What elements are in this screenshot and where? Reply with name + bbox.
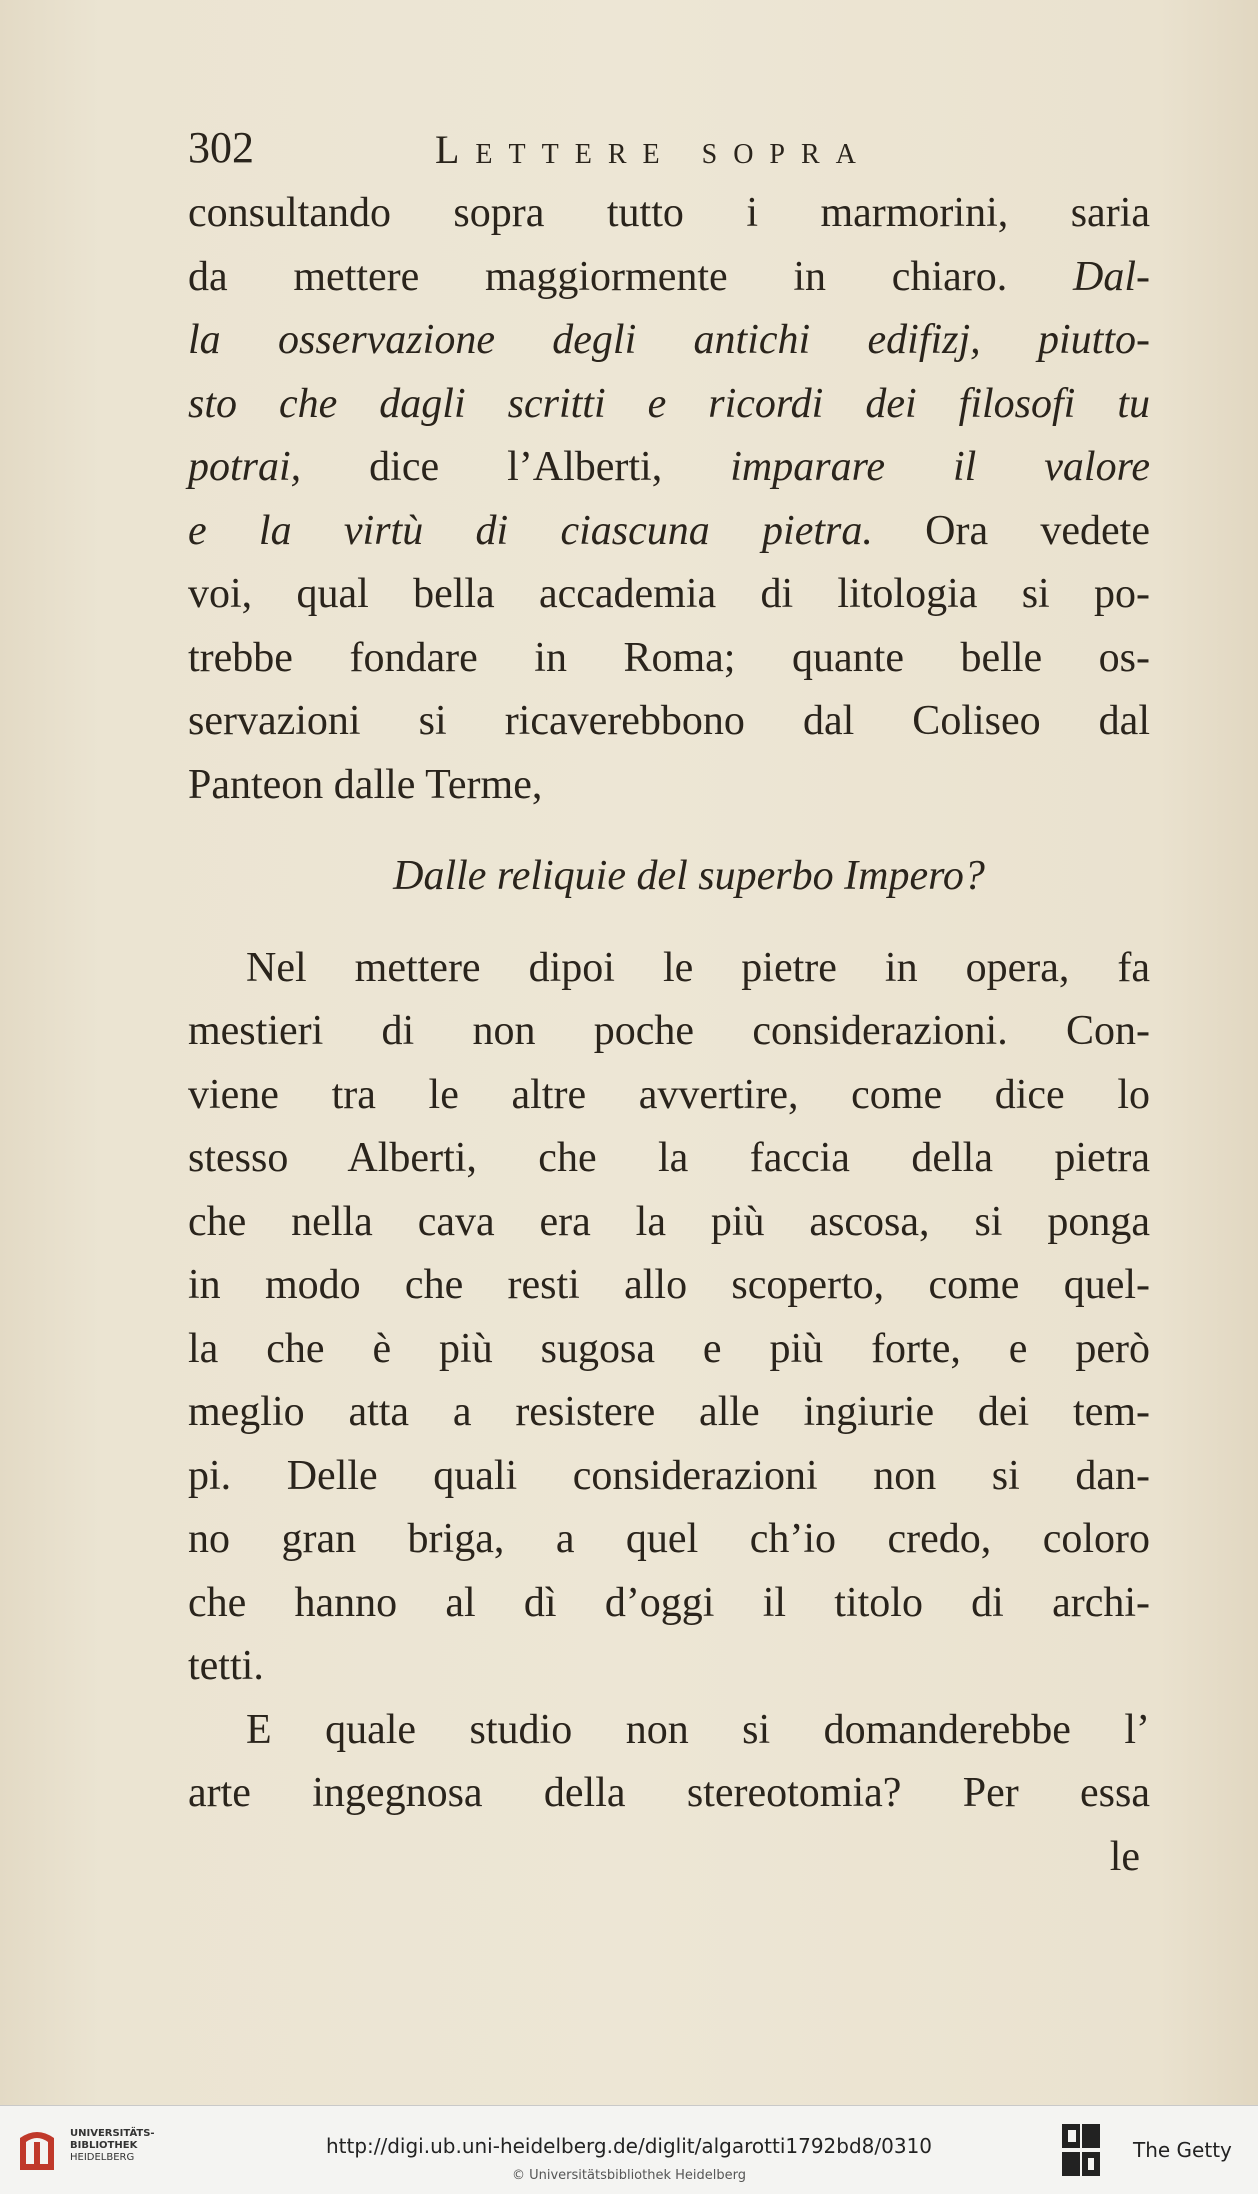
text-line: viene tra le altre avvertire, come dice lo [188, 1071, 1150, 1118]
text-run: Ora vedete [925, 507, 1150, 554]
text-line: voi, qual bella accademia di litologia si po- [188, 571, 1150, 617]
verse-quote: Dalle reliquie del superbo Impero? [393, 853, 985, 899]
page-header [188, 118, 1148, 188]
text-line [188, 246, 1150, 310]
text-line: sto che dagli scritti e ricordi dei filosofi tu [188, 380, 1150, 427]
viewer-footer [0, 2105, 1258, 2194]
text-line: mestieri di non poche considerazioni. Con- [188, 1008, 1150, 1054]
copyright-notice: © Universitätsbibliothek Heidelberg [511, 2168, 746, 2183]
text-line: Panteon dalle Terme, [188, 761, 543, 808]
text-line: consultando sopra tutto i marmorini, saria [188, 190, 1150, 236]
partner-name: The Getty [1133, 2138, 1232, 2162]
catchword: le [1109, 1833, 1140, 1880]
italic-run: e la virtù di ciascuna pietra. [188, 507, 873, 554]
text-line: trebbe fondare in Roma; quante belle os- [188, 634, 1150, 681]
text-line: in modo che resti allo scoperto, come quel- [188, 1262, 1150, 1308]
institution-name: UNIVERSITÄTS- BIBLIOTHEK HEIDELBERG [70, 2128, 155, 2163]
text-line: E quale studio non si domanderebbe l’ [246, 1706, 1150, 1753]
text-line: che hanno al dì d’oggi il titolo di archi- [188, 1579, 1150, 1626]
italic-run: imparare il valore [730, 444, 1151, 490]
text-line: pi. Delle quali considerazioni non si dan- [188, 1452, 1150, 1499]
text-line [188, 500, 1150, 564]
text-line: meglio atta a resistere alle ingiurie dei tem- [188, 1389, 1150, 1435]
text-line: Nel mettere dipoi le pietre in opera, fa [246, 944, 1150, 991]
body-text [188, 182, 1150, 1889]
page-number: 302 [188, 123, 254, 172]
text-line: arte ingegnosa della stereotomia? Per essa [188, 1770, 1150, 1816]
text-line: la che è più sugosa e più forte, e però [188, 1325, 1150, 1372]
text-line [188, 436, 1150, 500]
text-line: servazioni si ricaverebbono dal Coliseo dal [188, 698, 1150, 744]
text-line: no gran briga, a quel ch’io credo, coloro [188, 1516, 1150, 1562]
text-run: dice l’Alberti, [369, 444, 663, 490]
running-title: Lettere sopra [435, 127, 872, 172]
italic-run: Dal- [1073, 253, 1150, 300]
text-line: stesso Alberti, che la faccia della pietra [188, 1135, 1150, 1181]
text-run: da mettere maggiormente in chiaro. [188, 253, 1008, 300]
text-line: la osservazione degli antichi edifizj, piutto- [188, 317, 1150, 363]
permalink[interactable]: http://digi.ub.uni-heidelberg.de/diglit/algarotti1792bd8/0310 [325, 2134, 933, 2158]
text-line: tetti. [188, 1643, 264, 1689]
getty-logo-icon [1060, 2122, 1102, 2178]
italic-run: potrai, [188, 444, 302, 490]
text-line: che nella cava era la più ascosa, si ponga [188, 1198, 1150, 1245]
